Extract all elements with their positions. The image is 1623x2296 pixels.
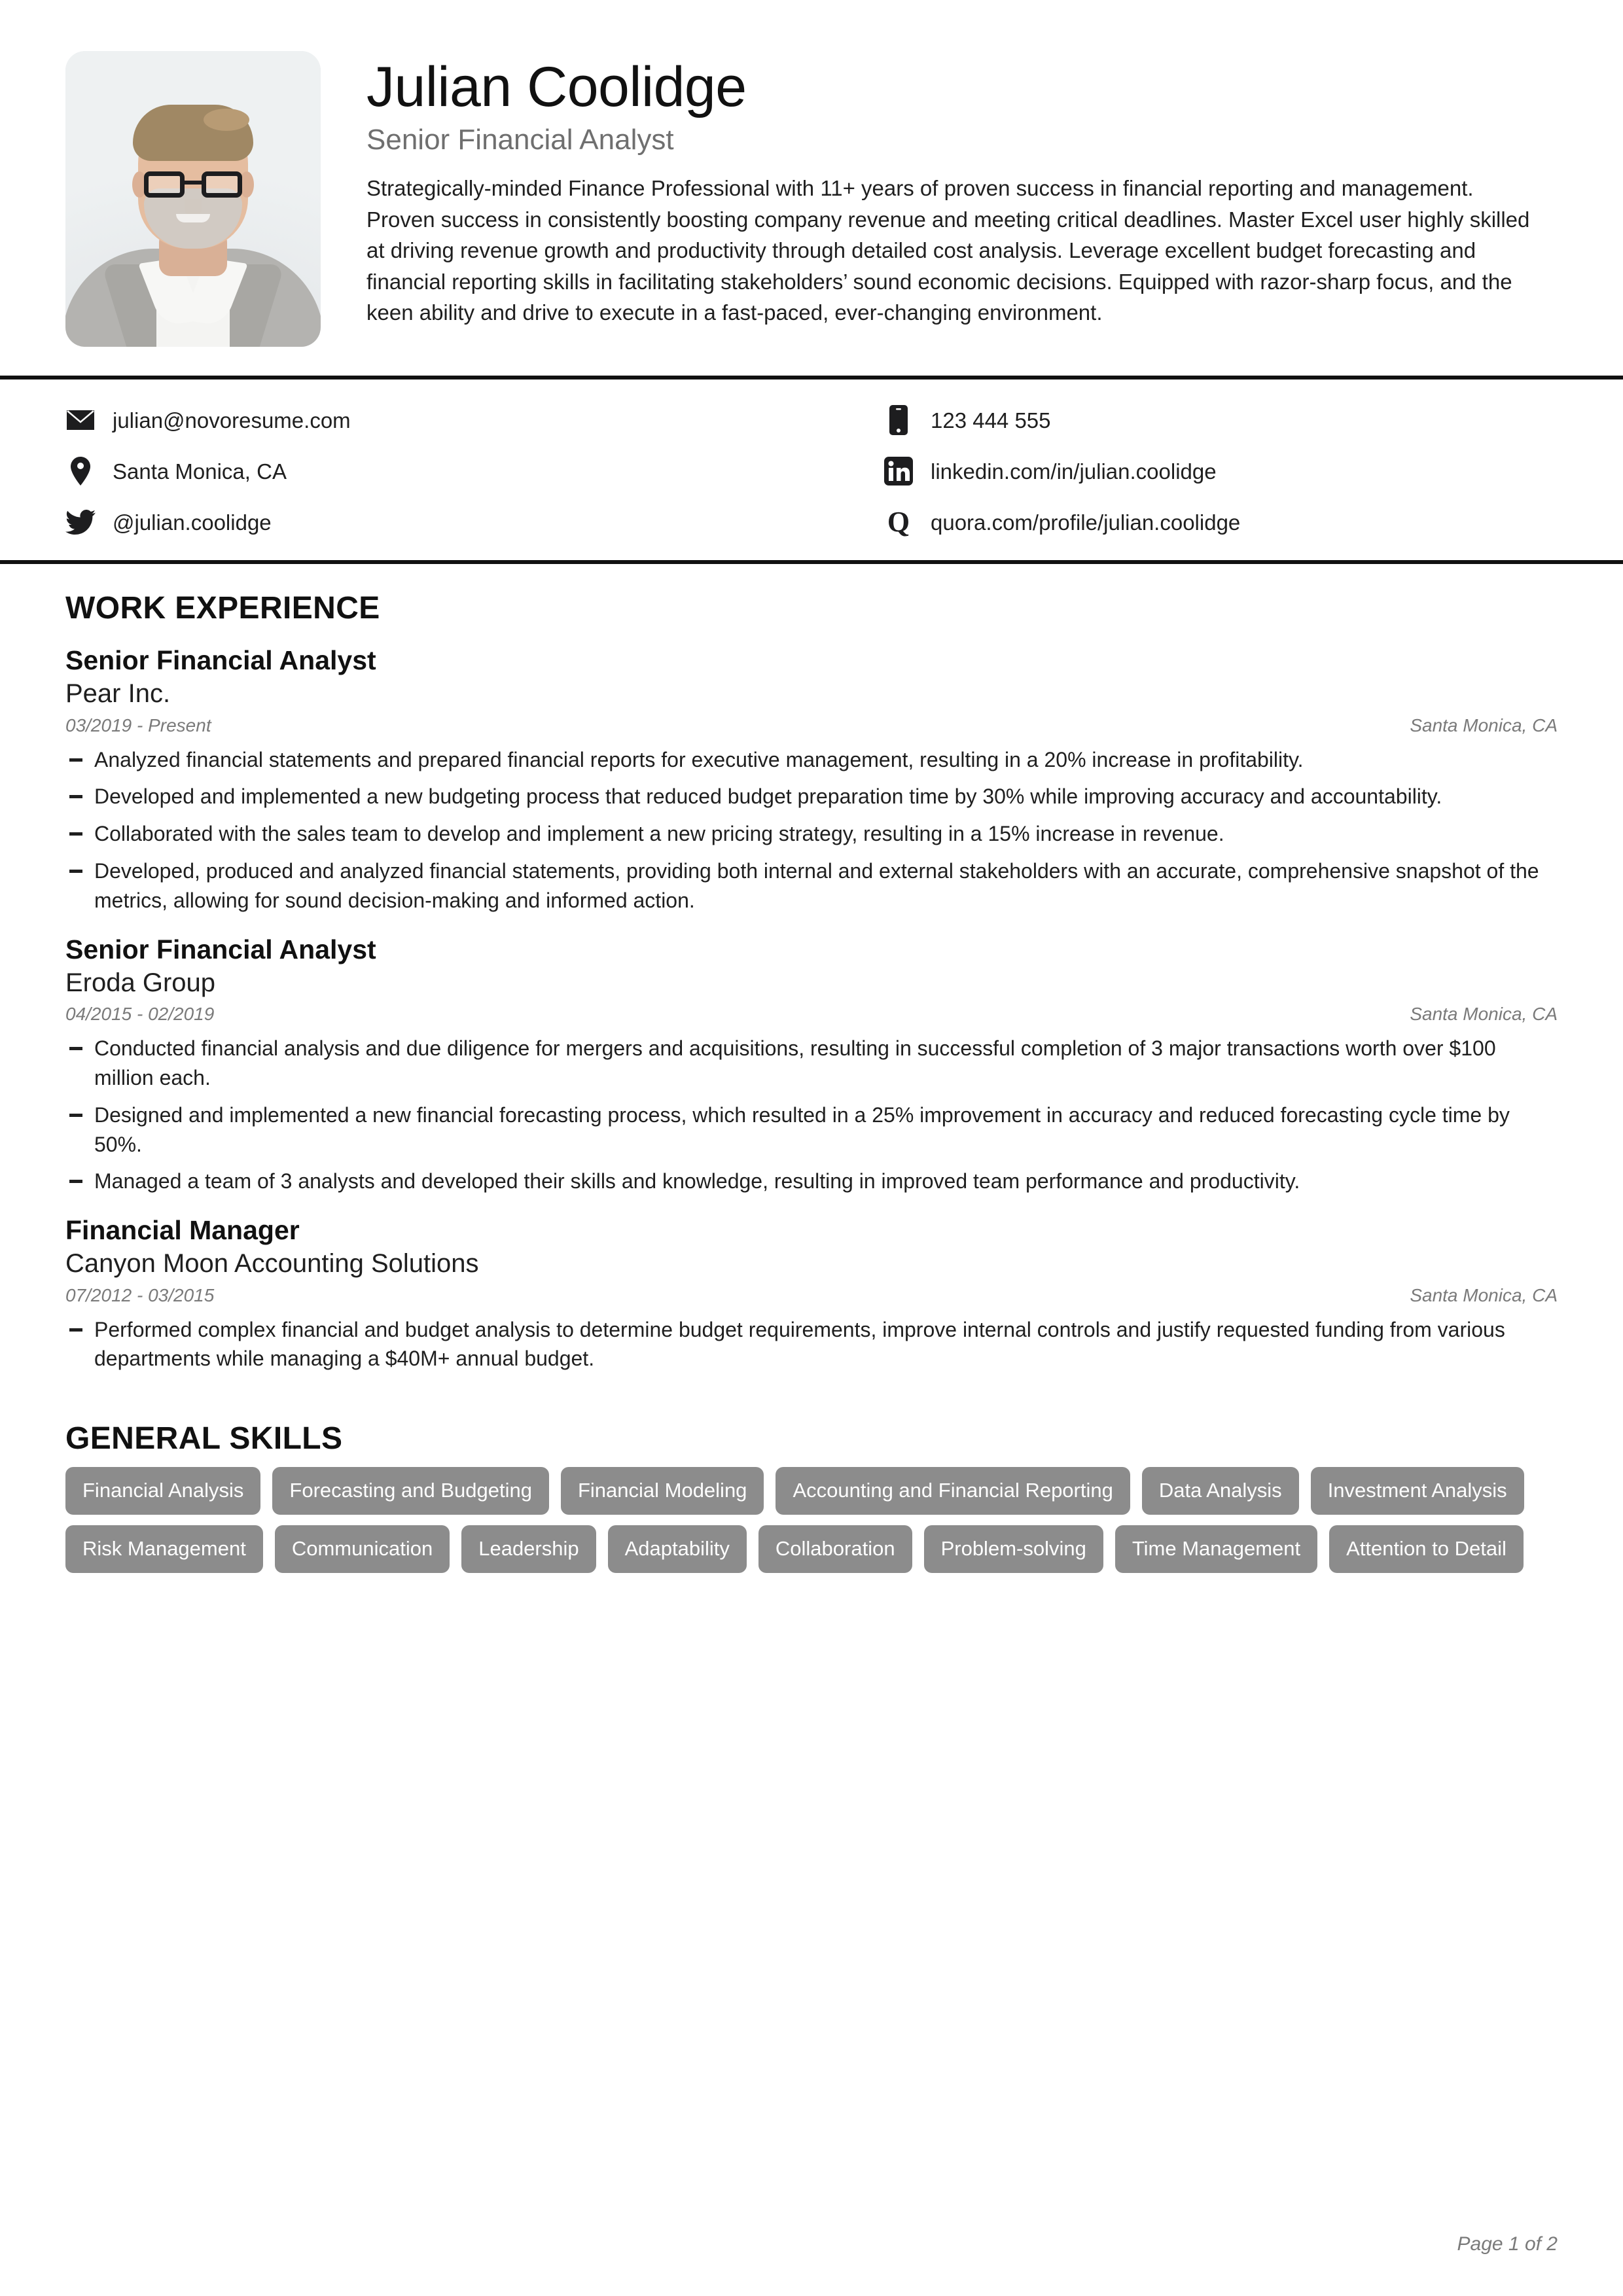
skill-tag: Financial Analysis [65,1467,260,1515]
work-entry-title: Senior Financial Analyst [65,934,376,964]
skill-tag: Problem-solving [924,1525,1103,1573]
work-entry-dates: 07/2012 - 03/2015 [65,1284,215,1305]
job-role-subtitle: Senior Financial Analyst [366,124,674,156]
list-item: Developed and implemented a new budgeting process that reduced budget preparation time by 30% while improving accuracy and accountability. [65,782,1558,811]
section-title-general-skills: GENERAL SKILLS [65,1421,343,1457]
skill-tag: Forecasting and Budgeting [272,1467,549,1515]
work-entry [65,645,1558,915]
contact-column-left [65,402,812,540]
skill-tag: Financial Modeling [561,1467,764,1515]
work-entry-title: Financial Manager [65,1215,300,1246]
contact-email-value: julian@novoresume.com [113,408,351,433]
skill-tag: Communication [275,1525,450,1573]
photo-lens-left [144,171,185,198]
skills-list [65,1467,1558,1573]
work-entry-title: Senior Financial Analyst [65,645,376,675]
contact-item-phone[interactable] [883,402,1558,438]
work-entry-meta [65,1285,1558,1306]
list-item: Conducted financial analysis and due diligence for mergers and acquisitions, resulting in successful completion of 3 major transactions worth over $100 million each. [65,1034,1558,1093]
work-entry-location: Santa Monica, CA [1410,1284,1558,1305]
contact-item-twitter[interactable] [65,504,812,540]
contact-linkedin-value: linkedin.com/in/julian.coolidge [931,459,1217,484]
photo-lens-right [202,171,242,198]
list-item: Managed a team of 3 analysts and developed their skills and knowledge, resulting in improved team performance and productivity. [65,1167,1558,1196]
work-entry-company: Pear Inc. [65,679,171,709]
resume-header [0,0,1623,347]
contact-item-linkedin[interactable] [883,453,1558,489]
photo-mouth [176,214,210,222]
page-title: Julian Coolidge [366,56,747,118]
list-item: Collaborated with the sales team to develop and implement a new pricing strategy, resulting in a 15% increase in revenue. [65,819,1558,849]
photo-head [138,109,248,249]
contact-item-quora[interactable] [883,504,1558,540]
work-entry [65,934,1558,1197]
skill-tag: Accounting and Financial Reporting [776,1467,1130,1515]
svg-text:Q: Q [887,507,910,537]
contact-quora-value: quora.com/profile/julian.coolidge [931,510,1241,535]
photo-glasses-bridge [185,181,202,185]
skill-tag: Data Analysis [1142,1467,1299,1515]
list-item: Designed and implemented a new financial forecasting process, which resulted in a 25% improvement in accuracy and reduced forecasting cycle time by 50%. [65,1101,1558,1159]
location-pin-icon [65,456,96,486]
profile-photo [65,51,321,347]
skill-tag: Leadership [461,1525,596,1573]
skill-tag: Investment Analysis [1311,1467,1524,1515]
contact-column-right [812,402,1558,540]
header-text-block [321,51,1558,328]
skill-tag: Adaptability [608,1525,747,1573]
photo-hair [133,105,253,161]
work-entry-meta [65,1004,1558,1025]
skill-tag: Time Management [1115,1525,1317,1573]
skill-tag: Collaboration [758,1525,912,1573]
avatar [65,51,321,347]
profile-summary: Strategically-minded Finance Professional with 11+ years of proven success in financial reporting and management. Proven success in consistently boosting company revenue and meeting critical deadlines. Master Excel user highly skilled at driving revenue growth and productivity through detailed cost analysis. Leverage excellent budget forecasting and financial reporting skills in facilitating stakeholders’ sound economic decisions. Equipped with razor-sharp focus, and the keen ability and drive to execute in a fast-paced, ever-changing environment. [366,176,1530,325]
photo-glasses [144,171,242,198]
work-entry [65,1214,1558,1373]
quora-icon [883,507,914,537]
work-entry-dates: 04/2015 - 02/2019 [65,1004,215,1025]
work-entry-bullets [65,1034,1558,1196]
resume-body [0,590,1623,1573]
section-title-work-experience: WORK EXPERIENCE [65,591,380,626]
contact-item-location[interactable] [65,453,812,489]
list-item: Performed complex financial and budget analysis to determine budget requirements, improve internal controls and justify requested funding from various departments while managing a $40M+ annual budget. [65,1315,1558,1374]
contact-twitter-value: @julian.coolidge [113,510,272,535]
page-indicator: Page 1 of 2 [1457,2233,1558,2255]
contact-item-email[interactable] [65,402,812,438]
linkedin-icon [883,456,914,486]
contact-phone-value: 123 444 555 [931,408,1051,433]
skill-tag: Attention to Detail [1329,1525,1524,1573]
contact-location-value: Santa Monica, CA [113,459,287,484]
work-entry-location: Santa Monica, CA [1410,715,1558,735]
contact-divider [0,560,1623,564]
work-entry-bullets [65,745,1558,915]
list-item: Developed, produced and analyzed financial statements, providing both internal and external stakeholders with an accurate, comprehensive snapshot of the metrics, allowing for sound decision-making and informed action. [65,857,1558,915]
work-entry-bullets [65,1315,1558,1374]
skill-tag: Risk Management [65,1525,263,1573]
list-item: Analyzed financial statements and prepared financial reports for executive management, resulting in a 20% increase in profitability. [65,745,1558,775]
work-entry-company: Eroda Group [65,968,216,997]
work-entry-meta [65,715,1558,736]
contact-section [0,380,1623,560]
email-icon [65,405,96,435]
work-entry-dates: 03/2019 - Present [65,715,211,735]
twitter-icon [65,507,96,537]
work-entry-location: Santa Monica, CA [1410,1004,1558,1025]
phone-icon [883,405,914,435]
work-entry-company: Canyon Moon Accounting Solutions [65,1249,479,1279]
